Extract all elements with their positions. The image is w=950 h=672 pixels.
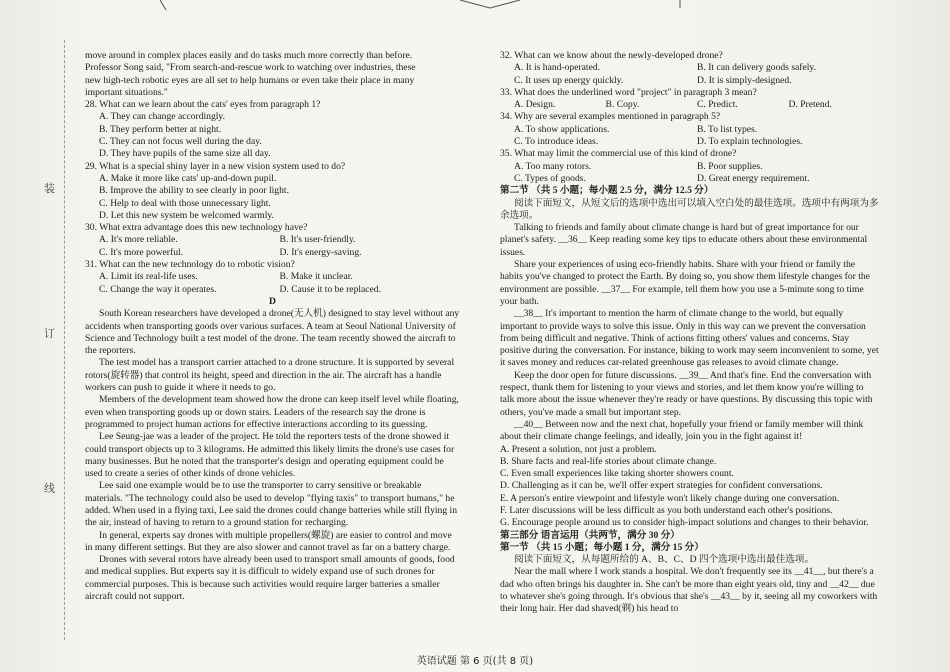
passage-paragraph: South Korean researchers have developed a drone(无人机) designed to stay level without any accidents when transporting goods over various surfaces. A team at Seoul National University of Science and Technology built a test model of the drone. The team recently showed the aircraft to the reporters. [85,308,460,357]
binding-line [40,40,65,640]
option: C. To introduce ideas. [514,136,599,148]
options-row [500,99,880,111]
option: B. To list types. [697,123,758,135]
intro-line: Professor Song said, "From search-and-rescue work to watching over industries, these [85,62,416,74]
page-footer: 英语试题 第 6 页(共 8 页) [416,656,534,667]
option: C. Types of goods. [514,172,586,184]
intro-line: move around in complex places easily and do tasks much more correctly than before. [85,50,413,61]
part3-title: 第三部分 语言运用（共两节，满分 30 分） [500,529,680,541]
cloze-option: A. Present a solution, not just a problem. [500,443,657,455]
cloze-paragraph: Keep the door open for future discussions. __39__ And that's fine. End the conversation with respect, thank them for listening to your views and stories, and let them know you're willing to talk more about the issue whenever they're ready or have questions. By discussing this topic with others, you've made a small but important step. [500,369,873,418]
option: D. They have pupils of the same size all day. [99,148,271,160]
part3-subtitle: 第一节 （共 15 小题；每小题 1 分，满分 15 分） [500,541,704,553]
option: A. Design. [514,99,556,111]
option: A. Make it more like cats' up-and-down pupil. [99,172,277,184]
options-row [500,161,880,173]
question-29: 29. What is a special shiny layer in a new vision system used to do? [85,160,346,172]
part3-instructions: 阅读下面短文，从每题所给的 A、B、C、D 四个选项中选出最佳选项。 [514,554,815,566]
option: B. They perform better at night. [99,123,222,135]
cloze-paragraph: __38__ It's important to mention the harm of climate change to the world, but equally important to provide ways to solve this issue. Only in this way can we prevent the conversation from being difficult and negative. Think of actions fitting others' values and concerns. Stay positive during the conversation. For instance, biking to work may seem inconvenient to some, yet it saves money and reduces car-related greenhouse gas releases to avoid climate change. [500,308,879,369]
options-row [500,75,880,87]
option: C. They can not focus well during the day. [99,136,262,148]
option: A. To show applications. [514,123,610,135]
binding-label-ding: 订 [44,327,55,340]
passage-paragraph: Members of the development team showed how the drone can keep itself level while floating, even when transporting goods up or down stairs. Leaders of the research say the drone is programmed to project human actions for effective interactions according to its guessing. [85,394,459,430]
passage-paragraph: Drones with several rotors have already been used to transport small amounts of goods, food and medical supplies. But experts say it is difficult to widely expand use of such drones for commercial purposes. This is because such activities would require larger batteries a smaller aircraft could not support. [85,554,455,603]
part2-instructions: 阅读下面短文，从短文后的选项中选出可以填入空白处的最佳选项。选项中有两项为多余选项。 [500,197,879,221]
option: D. Cause it to be replaced. [279,283,381,295]
options-row [85,234,460,246]
cloze-option: F. Later discussions will be less difficult as you both understand each other's positions. [500,504,833,516]
section-heading-d: D [269,295,276,307]
scan-marks [160,0,780,14]
question-32: 32. What can we know about the newly-developed drone? [500,50,723,61]
options-row [500,173,880,185]
option: B. It can delivery goods safely. [697,62,816,74]
option: B. Copy. [605,99,640,111]
options-row [85,247,460,259]
right-column [500,50,880,616]
options-row [500,62,880,74]
scan-marks-svg [160,0,780,14]
question-31: 31. What can the new technology do to robotic vision? [85,259,295,271]
option: C. It uses up energy quickly. [514,74,624,86]
options-row [85,284,460,296]
binding-label-xian: 线 [44,482,55,495]
question-33: 33. What does the underlined word "project" in paragraph 3 mean? [500,86,757,98]
cloze-option: G. Encourage people around us to consider high-impact solutions and changes to their behavior. [500,517,869,529]
cloze-paragraph: Talking to friends and family about climate change is hard but of great importance for our planet's safety. __36__ Keep reading some key tips to educate others about these environmental issues. [500,222,868,258]
intro-line: important situations." [85,86,168,98]
question-28: 28. What can we learn about the cats' eyes from paragraph 1? [85,99,321,111]
cloze-option: E. A person's entire viewpoint and lifestyle won't likely change during one conversation. [500,492,840,504]
question-35: 35. What may limit the commercial use of this kind of drone? [500,148,737,160]
left-column [85,50,460,603]
option: D. Great energy requirement. [697,172,810,184]
intro-line: new high-tech robotic eyes are all set to help humans or even take their place in many [85,74,415,86]
cloze-option: C. Even small experiences like taking shorter showers count. [500,468,734,480]
option: A. Too many rotors. [514,160,592,172]
question-30: 30. What extra advantage does this new technology have? [85,222,308,234]
passage-paragraph: Lee Seung-jae was a leader of the project. He told the reporters tests of the drone showed it could transport objects up to 3 kilograms. He admitted this likely limits the drone's use cases for many businesses. But he noted that the transporter's design and operating equipment could be used to create a series of other kinds of drone vehicles. [85,431,455,480]
option: B. Improve the ability to see clearly in poor light. [99,185,289,197]
question-34: 34. Why are several examples mentioned in paragraph 5? [500,111,721,123]
passage-paragraph: The test model has a transport carrier attached to a drone structure. It is supported by several rotors(旋转器) that control its height, speed and direction in the air. The aircraft has a handle workers can push to guide it where it needs to go. [85,357,455,394]
option: D. Let this new system be welcomed warmly. [99,209,274,221]
option: A. Limit its real-life uses. [99,271,198,283]
option: B. It's user-friendly. [279,234,356,246]
binding-label-zhuang: 装 [44,182,55,195]
option: B. Make it unclear. [279,271,353,283]
cloze-option: B. Share facts and real-life stories about climate change. [500,455,717,467]
option: A. They can change accordingly. [99,111,225,123]
option: D. It's energy-saving. [279,246,362,258]
options-row [500,124,880,136]
option: B. Poor supplies. [697,160,763,172]
option: A. It is hand-operated. [514,62,601,74]
options-row [500,136,880,148]
option: D. To explain technologies. [697,136,803,148]
passage-paragraph: Lee said one example would be to use the transporter to carry sensitive or breakable materials. "The technology could also be used to develop "flying taxis" to transport humans," he added. When used in a flying taxi, Lee said the drones could change batteries while still flying in the air, instead of having to return to a ground station for recharging. [85,480,458,529]
cloze-passage: Near the mall where I work stands a hospital. We don't frequently see its __41__, but there's a dad who often brings his daughter in. She can't be more than eight years old, tiny and __42__ due to whatever she's going through. It's obvious that she's __43__ by it, seeing all my coworkers with their long hair. Her dad shaved(剃) his head to [500,566,878,615]
option: C. It's more powerful. [99,246,184,258]
option: C. Predict. [697,99,738,111]
option: D. Pretend. [788,99,832,111]
part2-title: 第二节 （共 5 小题；每小题 2.5 分，满分 12.5 分） [500,185,714,197]
cloze-option: D. Challenging as it can be, we'll offer expert strategies for confident conversations. [500,480,823,492]
cloze-paragraph: Share your experiences of using eco-friendly habits. Share with your friend or family the habits you've changed to protect the Earth. By doing so, you show them lifestyle changes for the environment are possible. __37__ For example, tell them how you use a 5-minute song to time your bath. [500,259,870,307]
option: D. It is simply-designed. [697,74,792,86]
options-row [85,271,460,283]
option: C. Change the way it operates. [99,283,217,295]
cloze-paragraph: __40__ Between now and the next chat, hopefully your friend or family member will think about their climate change feelings, and ideally, join you in the fight against it! [500,418,864,443]
option: A. It's more reliable. [99,234,178,246]
option: C. Help to deal with those unnecessary light. [99,197,271,209]
passage-paragraph: In general, experts say drones with multiple propellers(螺旋) are easier to control and move in many different settings. But they are also slower and cannot travel as far on a battery charge. [85,529,452,553]
